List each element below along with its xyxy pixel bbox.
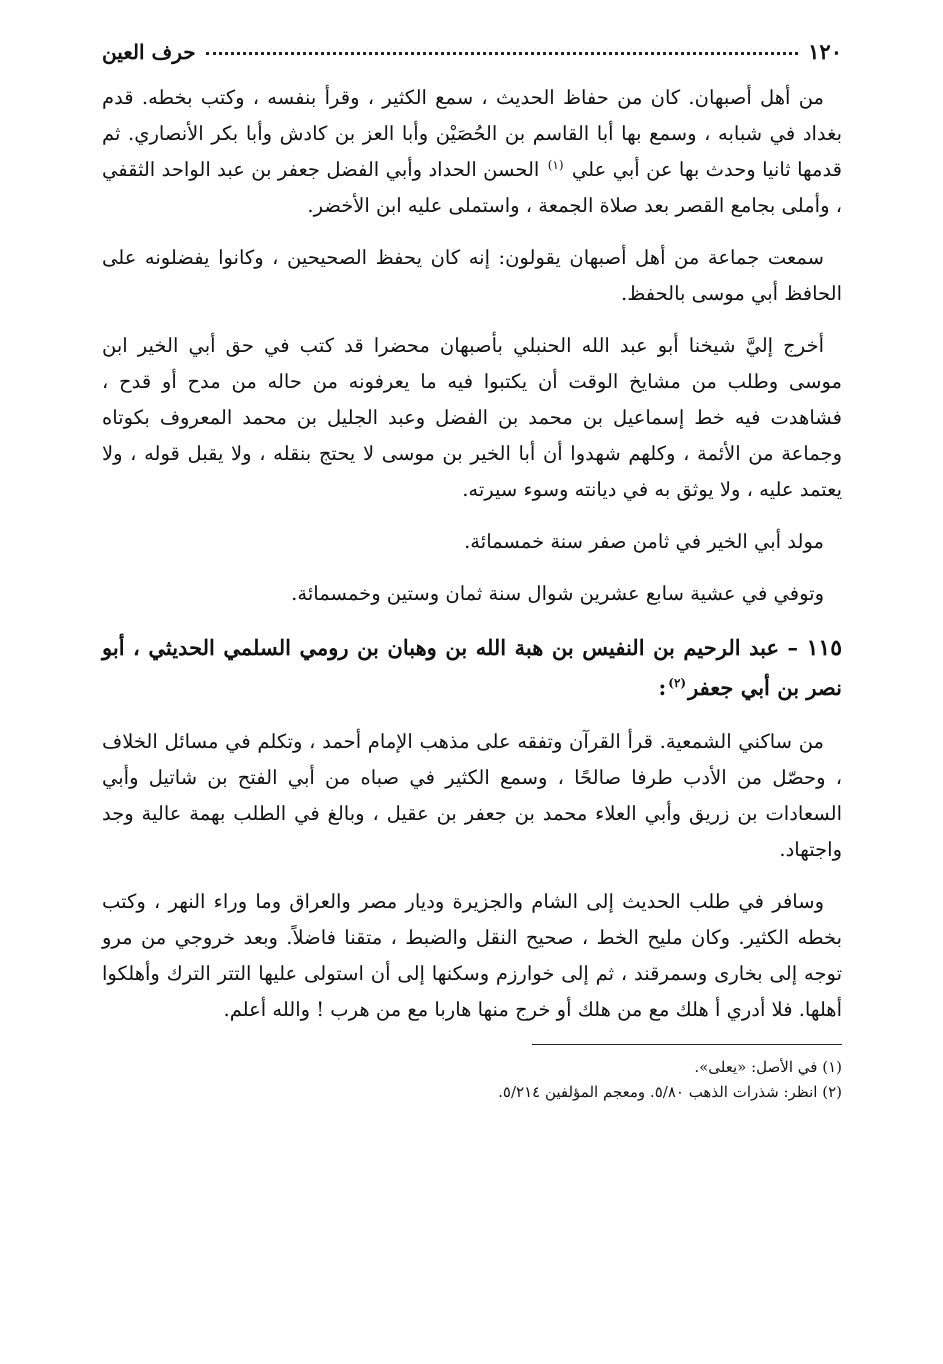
page-number: ١٢٠	[808, 39, 842, 64]
footnote-1: (١) في الأصل: «يعلى».	[694, 1058, 842, 1076]
footnote-ref-2[interactable]: (٢)	[668, 676, 687, 690]
entry-number: ١١٥	[806, 635, 843, 661]
footnote-ref-1[interactable]: (١)	[547, 157, 564, 172]
footnote-2: (٢) انظر: شذرات الذهب ٥/٨٠. ومعجم المؤلفين ٥/٢١٤.	[498, 1083, 842, 1101]
running-title: حرف العين	[102, 40, 196, 64]
entry-title-colon: :	[658, 675, 667, 700]
page-body	[102, 80, 842, 1105]
entry-dash: –	[787, 635, 799, 660]
book-page	[102, 28, 842, 1105]
paragraph-text: من ساكني الشمعية. قرأ القرآن وتفقه على مذهب الإمام أحمد ، وتكلم في مسائل الخلاف ، وحصّل من الأدب طرفا صالحًا ، وسمع الكثير في صباه من أبي الفتح بن شاتيل وأبي السعادات بن زريق وأبي العلاء محمد بن جعفر بن عقيل ، وبالغ في الطلب بهمة عالية وجد واجتهاد.	[102, 730, 842, 861]
paragraph-memorization	[102, 240, 842, 312]
paragraph-biography-intro	[102, 80, 842, 224]
header-dot-leader	[206, 52, 799, 55]
paragraph-text: أخرج إليَّ شيخنا أبو عبد الله الحنبلي بأصبهان محضرا قد كتب في حق أبي الخير ابن موسى وطلب من مشايخ الوقت أن يكتبوا فيه ما يعرفونه من حاله من مدح أو قدح ، فشاهدت فيه خط إسماعيل بن محمد بن الفضل وعبد الجليل بن محمد المعروف بكوتاه وجماعة من الأئمة ، وكلهم شهدوا أن أبا الخير بن موسى لا يحتج بنقله ، ولا يقبل قوله ، ولا يعتمد عليه ، ولا يوثق به في ديانته وسوء سيرته.	[102, 334, 842, 501]
paragraph-text-before-ref: من أهل أصبهان. كان من حفاظ الحديث ، سمع الكثير ، وقرأ بنفسه ، وكتب بخطه. قدم بغداد في شبابه ، وسمع بها أبا القاسم بن الحُصَيْن وأبا العز بن كادش وأبا بكر الأنصاري. ثم قدمها ثانيا وحدث بها عن أبي علي	[102, 86, 842, 181]
paragraph-death	[102, 576, 842, 612]
paragraph-text: وسافر في طلب الحديث إلى الشام والجزيرة وديار مصر والعراق وما وراء النهر ، وكتب بخطه الكثير. وكان مليح الخط ، صحيح النقل والضبط ، متقنا فاضلاً. وبعد خروجي من مرو توجه إلى بخارى وسمرقند ، ثم إلى خوارزم وسكنها إلى أن استولى عليها التتر الترك وأهلكوا أهلها. فلا أدري أ هلك مع من هلك أو خرج منها هاربا مع من هرب ! والله أعلم.	[102, 890, 842, 1021]
paragraph-text: مولد أبي الخير في ثامن صفر سنة خمسمائة.	[464, 530, 824, 553]
paragraph-entry-travels	[102, 884, 842, 1028]
footnote-separator	[532, 1044, 842, 1045]
paragraph-text: وتوفي في عشية سابع عشرين شوال سنة ثمان وستين وخمسمائة.	[291, 582, 824, 605]
paragraph-text-after-ref: الحسن الحداد وأبي الفضل جعفر بن عبد الواحد الثقفي ، وأملى بجامع القصر بعد صلاة الجمعة ، واستملى عليه ابن الأخضر.	[102, 158, 842, 217]
paragraph-text: سمعت جماعة من أهل أصبهان يقولون: إنه كان يحفظ الصحيحين ، وكانوا يفضلونه على الحافظ أبي موسى بالحفظ.	[102, 246, 842, 305]
paragraph-birth	[102, 524, 842, 560]
paragraph-testimony	[102, 328, 842, 508]
paragraph-entry-studies	[102, 724, 842, 868]
footnotes	[102, 1055, 842, 1105]
entry-heading	[102, 628, 842, 708]
entry-title: عبد الرحيم بن النفيس بن هبة الله بن وهبان بن رومي السلمي الحديثي ، أبو نصر بن أبي جعفر	[102, 635, 842, 700]
page-header	[102, 28, 842, 64]
